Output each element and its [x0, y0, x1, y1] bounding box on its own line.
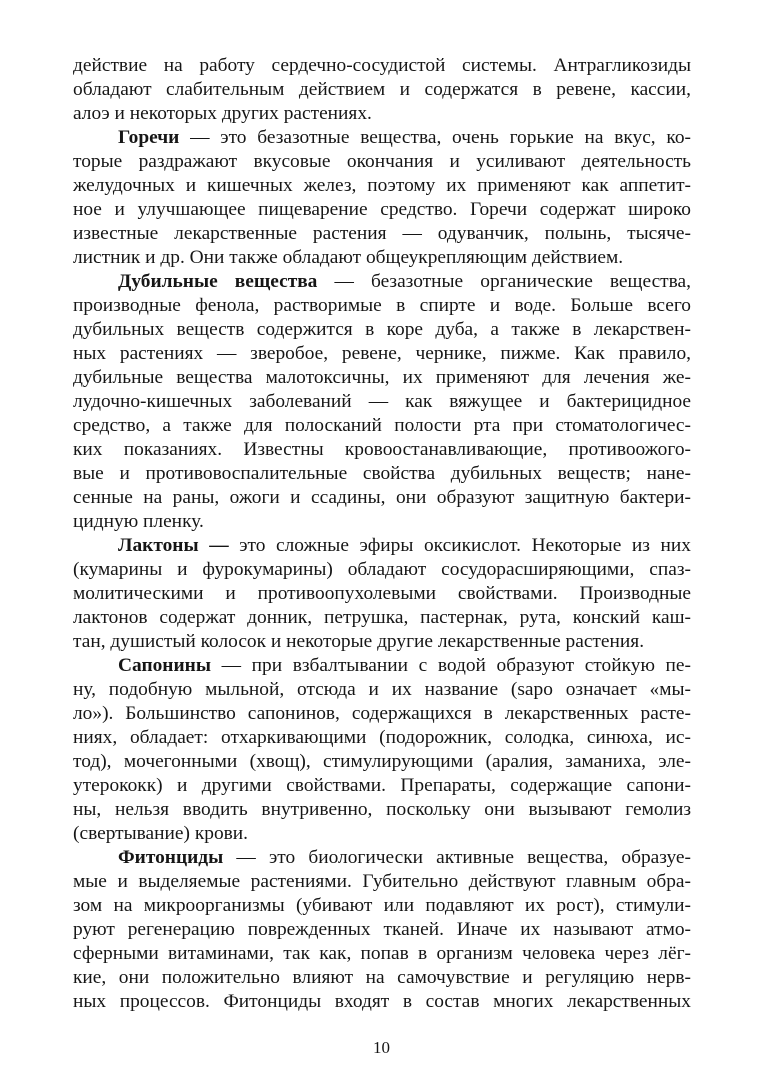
- paragraph-3-line-8: ких показаниях. Известны кровоостанавливающие, противоожого-: [73, 439, 691, 460]
- paragraph-5-line-6: утерококк) и другими свойствами. Препараты, содержащие сапони-: [73, 775, 691, 796]
- term-fitontsidy: Фитонциды: [118, 847, 224, 868]
- paragraph-5-line-5: тод), мочегонными (хвощ), стимулирующими (аралия, заманиха, эле-: [73, 751, 691, 772]
- paragraph-4-line-1-text: это сложные эфиры оксикислот. Некоторые из них: [228, 535, 691, 556]
- paragraph-3-line-11: цидную пленку.: [73, 511, 204, 532]
- paragraph-2-line-1: [118, 126, 691, 150]
- term-gorechi: Горечи: [118, 127, 180, 148]
- page-number: 10: [373, 1038, 390, 1057]
- paragraph-3-line-7: средство, а также для полосканий полости рта при стоматологичес-: [73, 415, 691, 436]
- term-dubilnye-veshchestva: Дубильные вещества: [118, 271, 318, 292]
- paragraph-3-line-1: [118, 270, 691, 294]
- paragraph-5-line-1-text: — при взбалтывании с водой образуют стойкую пе-: [210, 655, 691, 676]
- paragraph-6-line-4: руют регенерацию поврежденных тканей. Иначе их называют атмо-: [73, 919, 691, 940]
- paragraph-5-line-1: [118, 654, 691, 678]
- paragraph-5-line-7: ны, нельзя вводить внутривенно, поскольку они вызывают гемолиз: [73, 799, 691, 820]
- paragraph-5-line-8: (свертывание) крови.: [73, 823, 249, 844]
- paragraph-3-line-2: производные фенола, растворимые в спирте и воде. Больше всего: [73, 295, 691, 316]
- paragraph-3-line-9: вые и противовоспалительные свойства дубильных веществ; нане-: [73, 463, 691, 484]
- paragraph-4-line-4: лактонов содержат донник, петрушка, пастернак, рута, конский каш-: [73, 607, 691, 628]
- term-laktony: Лактоны —: [118, 535, 229, 556]
- paragraph-5-line-2: ну, подобную мыльной, отсюда и их название (sapo означает «мы-: [73, 679, 691, 700]
- paragraph-6-line-1-text: — это биологически активные вещества, образуе-: [223, 847, 691, 868]
- paragraph-2-line-6: листник и др. Они также обладают общеукрепляющим действием.: [73, 247, 624, 268]
- paragraph-4-line-2: (кумарины и фурокумарины) обладают сосудорасширяющими, спаз-: [73, 559, 691, 580]
- paragraph-6-line-5: сферными витаминами, так как, попав в организм человека через лёг-: [73, 943, 691, 964]
- paragraph-5-line-3: ло»). Большинство сапонинов, содержащихся в лекарственных расте-: [73, 703, 691, 724]
- paragraph-1-line-3: алоэ и некоторых других растениях.: [73, 103, 372, 124]
- paragraph-5-line-4: ниях, обладает: отхаркивающими (подорожник, солодка, синюха, ис-: [73, 727, 691, 748]
- paragraph-3-line-3: дубильных веществ содержится в коре дуба, а также в лекарствен-: [73, 319, 691, 340]
- paragraph-6-line-3: зом на микроорганизмы (убивают или подавляют их рост), стимули-: [73, 895, 691, 916]
- paragraph-2-line-3: желудочных и кишечных желез, поэтому их применяют как аппетит-: [73, 175, 691, 196]
- paragraph-3-line-5: дубильные вещества малотоксичны, их применяют для лечения же-: [73, 367, 691, 388]
- paragraph-6-line-6: кие, они положительно влияют на самочувствие и регуляцию нерв-: [73, 967, 691, 988]
- paragraph-1-line-1: действие на работу сердечно-сосудистой системы. Антрагликозиды: [73, 55, 691, 76]
- paragraph-6-line-2: мые и выделяемые растениями. Губительно действуют главным обра-: [73, 871, 691, 892]
- paragraph-4-line-3: молитическими и противоопухолевыми свойствами. Производные: [73, 583, 691, 604]
- paragraph-3-line-4: ных растениях — зверобое, ревене, чернике, пижме. Как правило,: [73, 343, 691, 364]
- paragraph-3-line-10: сенные на раны, ожоги и ссадины, они образуют защитную бактери-: [73, 487, 691, 508]
- paragraph-2-line-2: торые раздражают вкусовые окончания и усиливают деятельность: [73, 151, 691, 172]
- paragraph-1-line-2: обладают слабительным действием и содержатся в ревене, кассии,: [73, 79, 691, 100]
- paragraph-3-line-6: лудочно-кишечных заболеваний — как вяжущее и бактерицидное: [73, 391, 691, 412]
- paragraph-2-line-5: известные лекарственные растения — одуванчик, полынь, тысяче-: [73, 223, 691, 244]
- paragraph-2-line-1-text: — это безазотные вещества, очень горькие на вкус, ко-: [179, 127, 691, 148]
- paragraph-4-line-1: [118, 534, 691, 558]
- paragraph-4-line-5: тан, душистый колосок и некоторые другие лекарственные растения.: [73, 631, 645, 652]
- paragraph-6-line-1: [118, 846, 691, 870]
- paragraph-6-line-7: ных процессов. Фитонциды входят в состав многих лекарственных: [73, 991, 691, 1012]
- paragraph-3-line-1-text: — безазотные органические вещества,: [317, 271, 691, 292]
- term-saponiny: Сапонины: [118, 655, 211, 676]
- paragraph-2-line-4: ное и улучшающее пищеварение средство. Горечи содержат широко: [73, 199, 691, 220]
